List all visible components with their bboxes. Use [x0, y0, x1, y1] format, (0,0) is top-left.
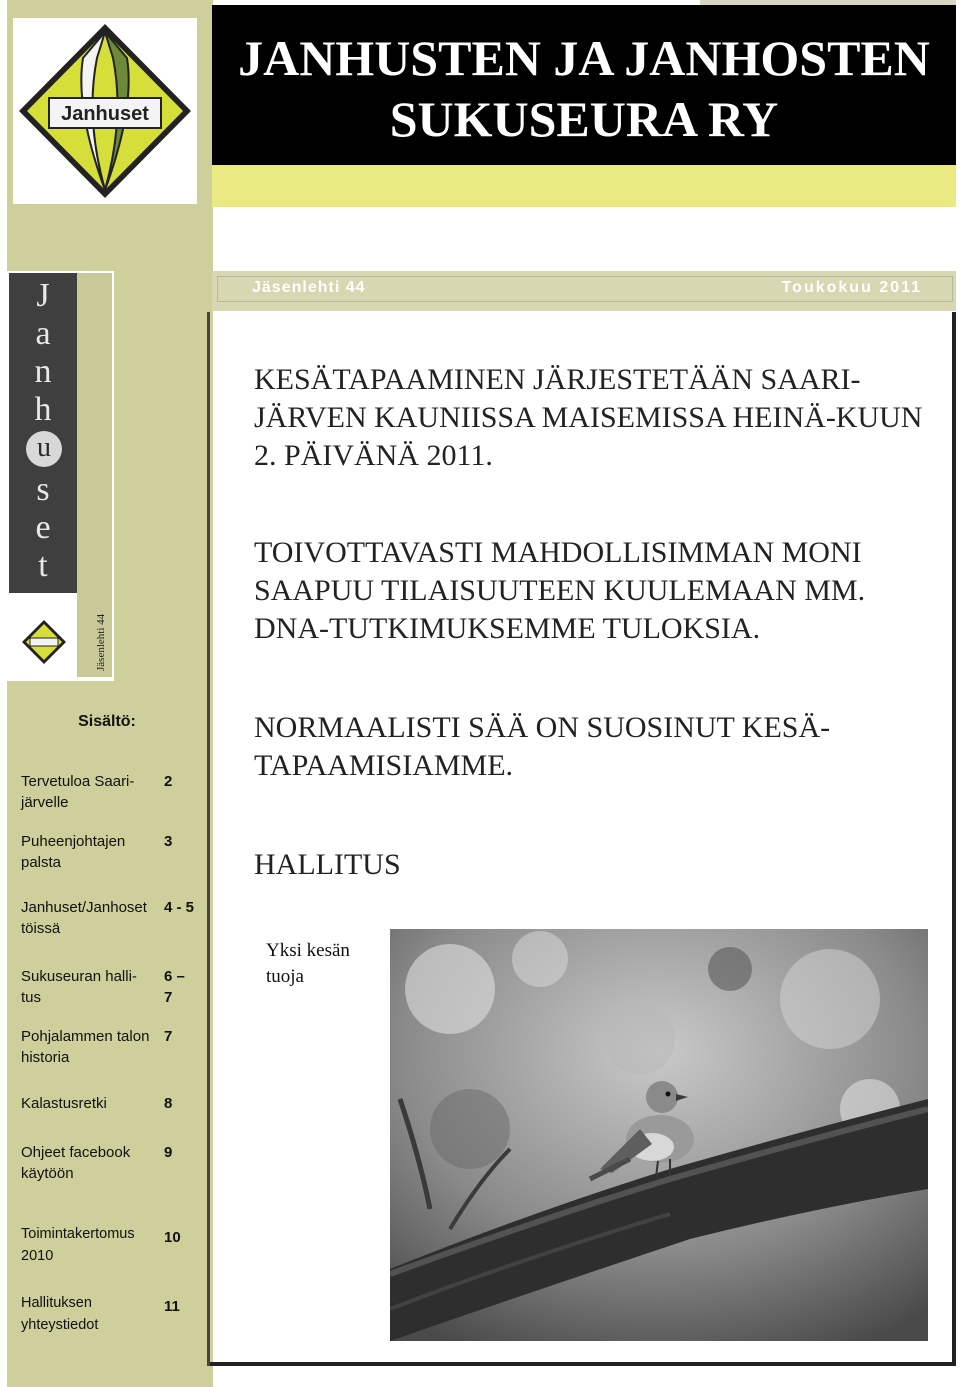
page-title-line2: SUKUSEURA RY	[389, 91, 779, 147]
banner-letter: s	[36, 471, 50, 508]
issue-date: Toukokuu 2011	[781, 279, 922, 296]
banner-letter-circle: u	[26, 431, 62, 467]
toc-title: Sisältö:	[78, 713, 136, 730]
toc-item-label: Kalastusretki	[21, 1095, 107, 1112]
banner-side-text: Jäsenlehti 44	[95, 613, 107, 671]
toc-item-page: 8	[164, 1095, 173, 1112]
toc-item-page: 4 - 5	[164, 899, 195, 916]
photo-caption: Yksi kesän tuoja	[266, 940, 350, 987]
issue-number: Jäsenlehti 44	[252, 279, 366, 296]
bird-photo	[390, 929, 928, 1341]
announcement-paragraph: KESÄTAPAAMINEN JÄRJESTETÄÄN SAARI-JÄRVEN KAUNIISSA MAISEMISSA HEINÄ-KUUN 2. PÄIVÄNÄ 2011.	[254, 363, 923, 472]
toc-item-page: 10	[164, 1229, 181, 1246]
janhuset-logo-graphic	[13, 18, 197, 204]
toc-item-page: 3	[164, 833, 173, 850]
banner-letter: a	[35, 315, 51, 352]
invitation-paragraph: TOIVOTTAVASTI MAHDOLLISIMMAN MONI SAAPUU TILAISUUTEEN KUULEMAAN MM. DNA-TUTKIMUKSEMME TULOKSIA.	[254, 536, 866, 645]
toc-item-page: 11	[164, 1298, 180, 1315]
weather-paragraph: NORMAALISTI SÄÄ ON SUOSINUT KESÄ-TAPAAMISIAMME.	[254, 711, 831, 782]
banner-letter: t	[38, 547, 48, 584]
toc-item-label: Tervetuloa Saari-järvelle	[21, 773, 135, 811]
toc-item-label: Ohjeet facebook käytöön	[21, 1144, 131, 1182]
banner-letter: n	[34, 353, 52, 390]
toc-item-label: Pohjalammen talon historia	[21, 1028, 150, 1066]
issue-info-bar	[212, 271, 956, 311]
logo-text: Janhuset	[61, 103, 149, 125]
toc-item-page: 9	[164, 1144, 173, 1161]
signature-text: HALLITUS	[254, 848, 401, 881]
toc-item-label: Janhuset/Janhoset töissä	[21, 899, 147, 937]
sukuseura-logo	[13, 18, 197, 204]
header-accent-bar	[212, 165, 956, 207]
toc-item-label: Toimintakertomus 2010	[21, 1226, 135, 1264]
bird-on-branch-image	[390, 929, 928, 1341]
banner-letter: h	[34, 391, 52, 428]
banner-letter: e	[35, 509, 51, 546]
toc-item-page: 2	[164, 773, 173, 790]
toc-item-label: Hallituksen yhteystiedot	[21, 1295, 99, 1333]
toc-item-label: Puheenjohtajen palsta	[21, 833, 126, 871]
toc-item-page: 6 – 7	[164, 968, 185, 1006]
mini-logo-icon	[20, 618, 68, 666]
page-title-line1: JANHUSTEN JA JANHOSTEN	[238, 30, 930, 86]
page-title	[212, 28, 956, 150]
vertical-banner	[7, 271, 114, 681]
toc-item-page: 7	[164, 1028, 173, 1045]
issue-info-inner	[217, 276, 953, 302]
toc-item-label: Sukuseuran halli-tus	[21, 968, 137, 1006]
vertical-banner-dark	[9, 273, 77, 593]
banner-letter: J	[36, 277, 50, 314]
